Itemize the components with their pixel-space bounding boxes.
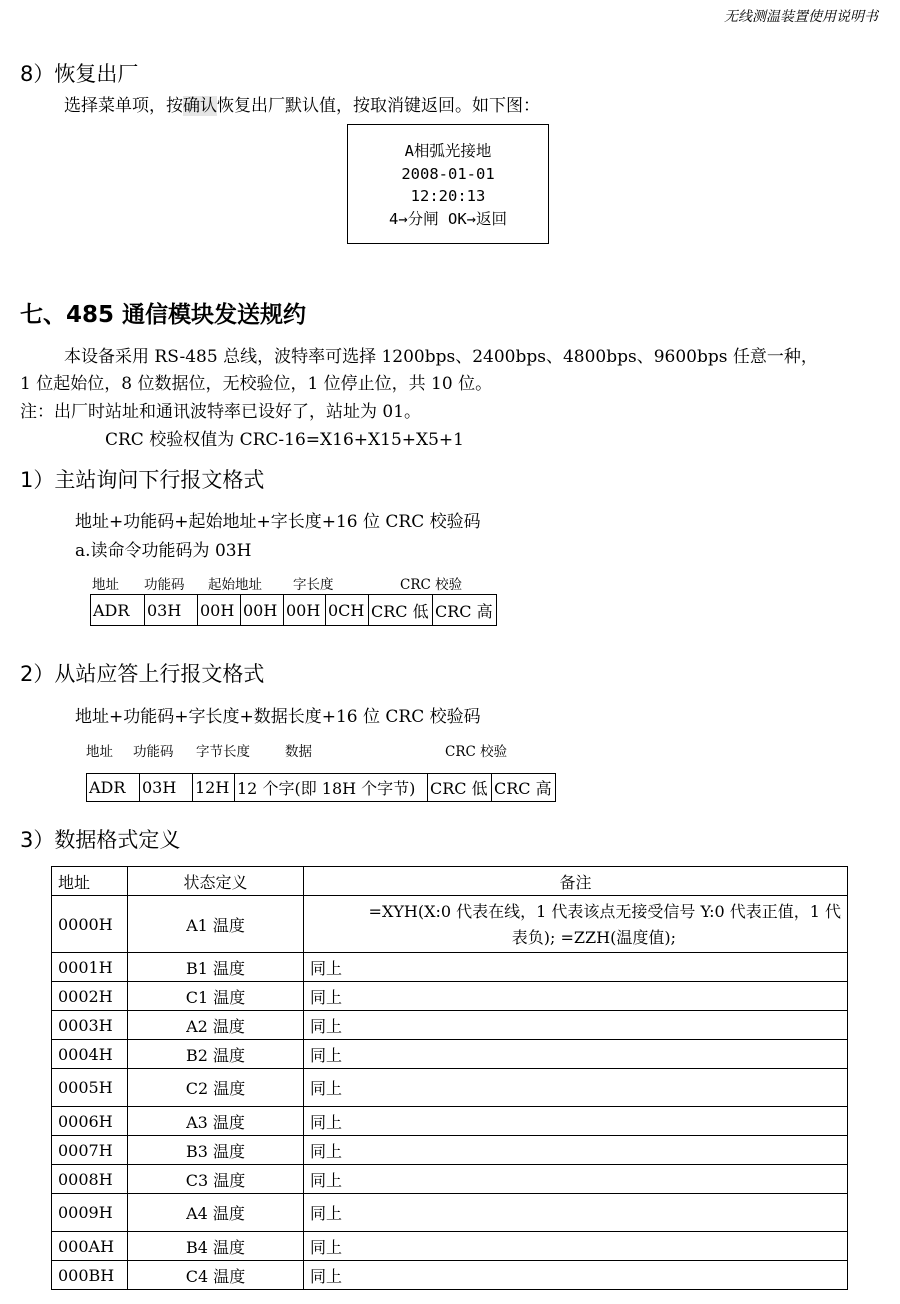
cell-remark: 同上: [304, 1232, 848, 1261]
cell-address: 0006H: [52, 1107, 128, 1136]
cell-address: 000BH: [52, 1261, 128, 1290]
cell-remark: 同上: [304, 1107, 848, 1136]
remark-line-2: 表负); =ZZH(温度值);: [511, 928, 676, 947]
cell-remark: [304, 896, 848, 953]
frame-cell: CRC 高: [492, 774, 556, 802]
cell-definition: B4 温度: [128, 1232, 304, 1261]
section-8-text: [64, 91, 540, 116]
frame-cell: CRC 低: [428, 774, 492, 802]
cell-definition: C3 温度: [128, 1165, 304, 1194]
subsection-3-title: 3）数据格式定义: [20, 828, 181, 852]
cell-definition: A3 温度: [128, 1107, 304, 1136]
table-row: [52, 1261, 848, 1290]
table-row: [52, 1011, 848, 1040]
cell-address: 0001H: [52, 953, 128, 982]
table-row: [52, 1232, 848, 1261]
table-row: [52, 1069, 848, 1107]
request-formula: 地址+功能码+起始地址+字长度+16 位 CRC 校验码: [75, 512, 481, 532]
cell-address: 0005H: [52, 1069, 128, 1107]
table-row: [52, 953, 848, 982]
frame-cell: ADR: [87, 774, 140, 802]
frame-cell: ADR: [91, 595, 145, 626]
frame-cell: CRC 低: [369, 595, 433, 626]
label-crc: CRC 校验: [400, 577, 463, 593]
cell-definition: C1 温度: [128, 982, 304, 1011]
frame-cell: 12H: [193, 774, 235, 802]
para1-line2: 1 位起始位，8 位数据位，无校验位，1 位停止位，共 10 位。: [20, 374, 493, 394]
cell-address: 0008H: [52, 1165, 128, 1194]
request-frame-table: [90, 594, 497, 626]
lcd-line-3: 12:20:13: [410, 187, 486, 205]
lcd-display-screen: [347, 124, 549, 244]
cell-address: 0009H: [52, 1194, 128, 1232]
table-row: [52, 1040, 848, 1069]
lcd-line-4: 4→分闸 OK→返回: [389, 209, 507, 228]
cell-remark: 同上: [304, 1194, 848, 1232]
cell-definition: B1 温度: [128, 953, 304, 982]
cell-remark: 同上: [304, 1261, 848, 1290]
label-function-code: 功能码: [133, 744, 174, 760]
frame-cell: 00H: [241, 595, 284, 626]
frame-cell: 03H: [145, 595, 198, 626]
cell-remark: 同上: [304, 1136, 848, 1165]
label-address: 地址: [86, 744, 113, 760]
section-8-text-a: 选择菜单项，按: [64, 96, 183, 116]
table-row: [52, 896, 848, 953]
header-remarks: 备注: [304, 867, 848, 896]
cell-address: 0004H: [52, 1040, 128, 1069]
cell-remark: 同上: [304, 953, 848, 982]
chapter-7-title: 七、485 通信模块发送规约: [20, 302, 307, 328]
lcd-line-2: 2008-01-01: [401, 164, 495, 183]
cell-definition: A1 温度: [128, 896, 304, 953]
crc-formula: CRC 校验权值为 CRC-16=X16+X15+X5+1: [105, 430, 464, 450]
header-status-definition: 状态定义: [128, 867, 304, 896]
table-row: [52, 982, 848, 1011]
section-8-text-b: 恢复出厂默认值，按取消键返回。如下图：: [217, 96, 540, 116]
label-byte-length: 字节长度: [196, 744, 250, 760]
confirm-highlight: 确认: [183, 96, 217, 116]
cell-definition: A2 温度: [128, 1011, 304, 1040]
cell-address: 0002H: [52, 982, 128, 1011]
frame-cell: 03H: [140, 774, 193, 802]
data-format-table: [51, 866, 848, 1290]
read-command-note: a.读命令功能码为 03H: [75, 541, 252, 561]
cell-definition: B2 温度: [128, 1040, 304, 1069]
lcd-line-1: A相弧光接地: [404, 142, 492, 160]
response-formula: 地址+功能码+字长度+数据长度+16 位 CRC 校验码: [75, 707, 481, 727]
response-frame-row: [87, 774, 556, 802]
cell-address: 000AH: [52, 1232, 128, 1261]
section-8-title: 8）恢复出厂: [20, 62, 139, 86]
response-frame-table: [86, 773, 556, 802]
frame-cell: 00H: [198, 595, 241, 626]
cell-definition: B3 温度: [128, 1136, 304, 1165]
label-crc: CRC 校验: [445, 744, 508, 760]
cell-remark: 同上: [304, 1165, 848, 1194]
para1-line1: 本设备采用 RS-485 总线，波特率可选择 1200bps、2400bps、4800bps、9600bps 任意一种，: [64, 347, 818, 367]
cell-address: 0003H: [52, 1011, 128, 1040]
table-header-row: [52, 867, 848, 896]
remark-line-1: =XYH(X:0 代表在线，1 代表该点无接受信号 Y:0 代表正值，1 代: [368, 902, 841, 921]
cell-address: 0000H: [52, 896, 128, 953]
frame-cell: 0CH: [326, 595, 369, 626]
table-row: [52, 1194, 848, 1232]
cell-definition: C4 温度: [128, 1261, 304, 1290]
table-row: [52, 1136, 848, 1165]
subsection-2-title: 2）从站应答上行报文格式: [20, 662, 265, 686]
running-header: 无线测温装置使用说明书: [724, 9, 878, 25]
subsection-1-title: 1）主站询问下行报文格式: [20, 468, 265, 492]
frame-cell: 00H: [284, 595, 326, 626]
cell-remark: 同上: [304, 982, 848, 1011]
frame-cell: 12 个字(即 18H 个字节): [235, 774, 428, 802]
frame-cell: CRC 高: [433, 595, 497, 626]
label-address: 地址: [92, 577, 119, 593]
cell-remark: 同上: [304, 1011, 848, 1040]
header-address: 地址: [52, 867, 128, 896]
label-data: 数据: [285, 744, 312, 760]
label-function-code: 功能码: [144, 577, 185, 593]
request-frame-row: [91, 595, 497, 626]
label-word-length: 字长度: [293, 577, 334, 593]
factory-note: 注：出厂时站址和通讯波特率已设好了，站址为 01。: [20, 402, 422, 422]
table-row: [52, 1107, 848, 1136]
label-start-address: 起始地址: [208, 577, 262, 593]
cell-remark: 同上: [304, 1040, 848, 1069]
cell-definition: C2 温度: [128, 1069, 304, 1107]
cell-remark: 同上: [304, 1069, 848, 1107]
cell-definition: A4 温度: [128, 1194, 304, 1232]
table-row: [52, 1165, 848, 1194]
cell-address: 0007H: [52, 1136, 128, 1165]
